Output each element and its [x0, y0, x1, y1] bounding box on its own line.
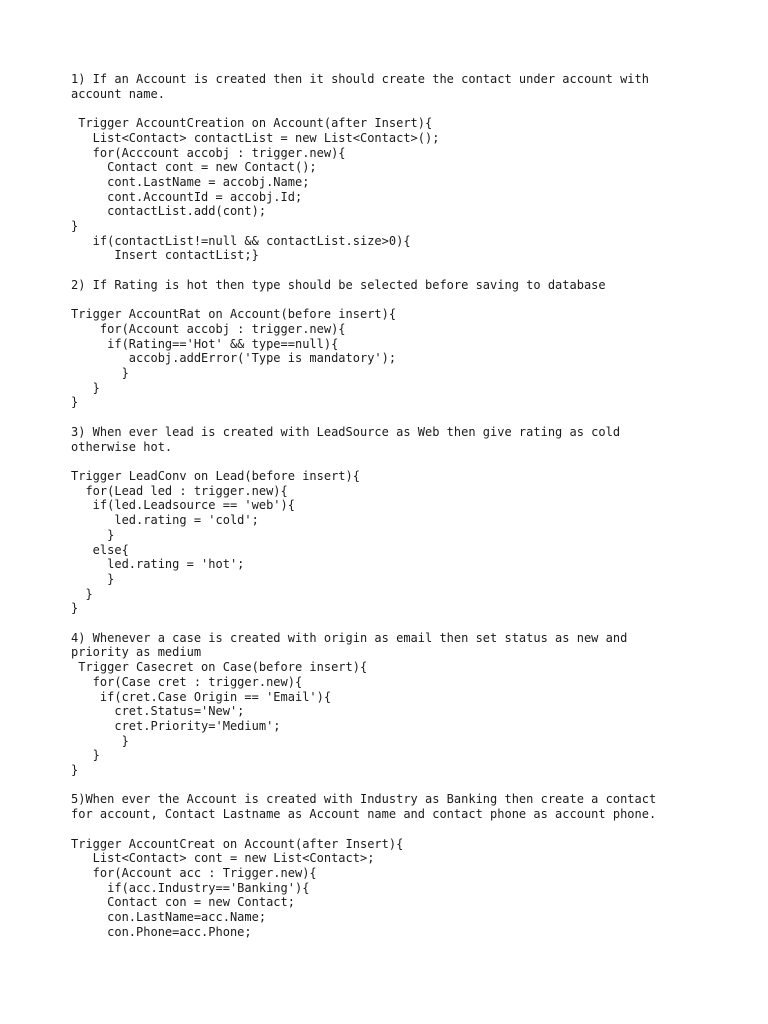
document-line: Contact con = new Contact; — [71, 895, 295, 910]
document-line: } — [71, 733, 129, 748]
document-line: led.rating = 'hot'; — [71, 557, 245, 572]
document-line: } — [71, 366, 129, 381]
document-line: for(Acccount accobj : trigger.new){ — [71, 145, 346, 160]
document-line: cont.LastName = accobj.Name; — [71, 174, 310, 189]
document-line: } — [71, 748, 100, 763]
document-line: con.LastName=acc.Name; — [71, 910, 267, 925]
document-line: 4) Whenever a case is created with origin as email then set status as new and — [71, 630, 628, 645]
document-line: cret.Status='New'; — [71, 704, 245, 719]
document-line: } — [71, 380, 100, 395]
document-line: } — [71, 527, 115, 542]
document-line: cret.Priority='Medium'; — [71, 718, 281, 733]
document-line: for(Lead led : trigger.new){ — [71, 483, 288, 498]
document-line: if(contactList!=null && contactList.size>0){ — [71, 233, 411, 248]
document-line: account name. — [71, 86, 165, 101]
document-line: for(Account accobj : trigger.new){ — [71, 321, 346, 336]
document-line: contactList.add(cont); — [71, 204, 267, 219]
document-line: cont.AccountId = accobj.Id; — [71, 189, 303, 204]
document-line: List<Contact> cont = new List<Contact>; — [71, 851, 375, 866]
document-line: Insert contactList;} — [71, 248, 259, 263]
document-line: } — [71, 571, 115, 586]
document-line: else{ — [71, 542, 129, 557]
document-line: } — [71, 395, 79, 410]
document-line: for(Case cret : trigger.new){ — [71, 674, 303, 689]
document-line: priority as medium — [71, 645, 202, 660]
document-line: Trigger AccountCreation on Account(after Insert){ — [71, 116, 433, 131]
document-line: if(led.Leadsource == 'web'){ — [71, 498, 295, 513]
document-line: } — [71, 219, 79, 234]
document-line: led.rating = 'cold'; — [71, 513, 259, 528]
document-line: accobj.addError('Type is mandatory'); — [71, 351, 397, 366]
document-line: Trigger AccountCreat on Account(after Insert){ — [71, 836, 404, 851]
document-line: 2) If Rating is hot then type should be selected before saving to database — [71, 277, 606, 292]
document-line: Contact cont = new Contact(); — [71, 160, 317, 175]
document-line: List<Contact> contactList = new List<Contact>(); — [71, 130, 440, 145]
document-line: Trigger LeadConv on Lead(before insert){ — [71, 468, 360, 483]
document-line: Trigger Casecret on Case(before insert){ — [71, 660, 368, 675]
document-line: otherwise hot. — [71, 439, 173, 454]
document-line: if(Rating=='Hot' && type==null){ — [71, 336, 339, 351]
document-line: con.Phone=acc.Phone; — [71, 924, 252, 939]
document-line: if(acc.Industry=='Banking'){ — [71, 880, 310, 895]
document-body — [71, 72, 751, 939]
document-line: 5)When ever the Account is created with Industry as Banking then create a contact — [71, 792, 657, 807]
document-line: if(cret.Case Origin == 'Email'){ — [71, 689, 332, 704]
document-line: for account, Contact Lastname as Account name and contact phone as account phone. — [71, 807, 657, 822]
document-line: 1) If an Account is created then it should create the contact under account with — [71, 72, 649, 86]
document-line: Trigger AccountRat on Account(before insert){ — [71, 307, 397, 322]
document-line: } — [71, 763, 79, 778]
document-line: } — [71, 586, 93, 601]
document-line: 3) When ever lead is created with LeadSource as Web then give rating as cold — [71, 424, 621, 439]
document-line: } — [71, 601, 79, 616]
document-line: for(Account acc : Trigger.new){ — [71, 865, 317, 880]
